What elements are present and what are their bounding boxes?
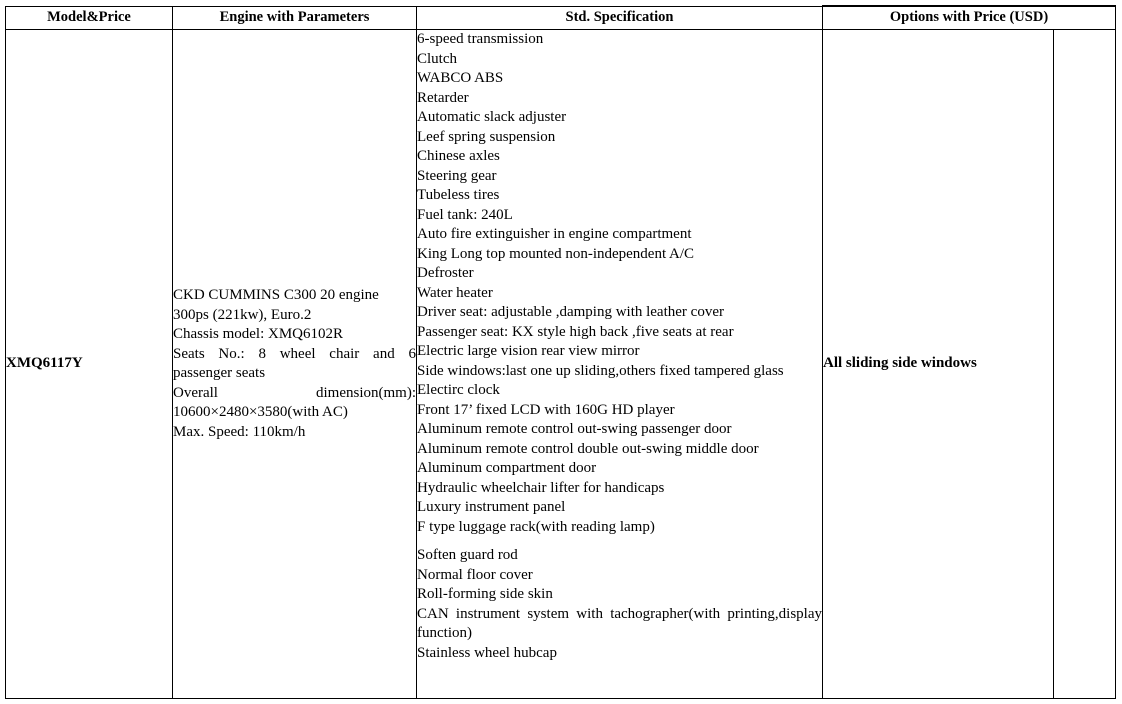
spec-item: Clutch [417, 50, 457, 67]
engine-line: Overall dimension(mm): 10600×2480×3580(with AC) [173, 384, 416, 420]
spec-item: Front 17’ fixed LCD with 160G HD player [417, 401, 675, 418]
engine-line: CKD CUMMINS C300 20 engine [173, 287, 379, 303]
model-cell: XMQ6117Y [6, 30, 173, 699]
spec-item: Leef spring suspension [417, 128, 556, 145]
spec-item: Passenger seat: KX style high back ,five seats at rear [417, 323, 734, 340]
spec-item: Water heater [417, 284, 493, 301]
spec-cell [417, 30, 823, 699]
spec-item: Hydraulic wheelchair lifter for handicaps [417, 479, 665, 496]
options-cell: All sliding side windows [823, 30, 1054, 699]
header-model-price: Model&Price [6, 6, 173, 30]
header-engine: Engine with Parameters [173, 6, 417, 30]
header-row [6, 6, 1116, 30]
spec-item: Auto fire extinguisher in engine compartment [417, 226, 692, 242]
spec-item: WABCO ABS [417, 70, 504, 86]
spec-item: Stainless wheel hubcap [417, 644, 557, 661]
spec-item: Electirc clock [417, 382, 500, 398]
spec-item: CAN instrument system with tachographer(with printing,display function) [417, 605, 822, 641]
spec-item: Soften guard rod [417, 547, 518, 563]
spec-item: 6-speed transmission [417, 31, 544, 47]
header-options: Options with Price (USD) [823, 6, 1116, 30]
spec-item: F type luggage rack(with reading lamp) [417, 518, 655, 535]
header-spec: Std. Specification [417, 6, 823, 30]
spec-item: Aluminum compartment door [417, 460, 597, 476]
spec-item: Normal floor cover [417, 566, 533, 583]
spec-item: Steering gear [417, 167, 497, 184]
option-price-cell [1054, 30, 1116, 699]
engine-line: Seats No.: 8 wheel chair and 6 passenger seats [173, 345, 416, 381]
spec-sheet [5, 5, 1115, 699]
engine-line: 300ps (221kw), Euro.2 [173, 306, 312, 323]
spec-item: Driver seat: adjustable ,damping with leather cover [417, 304, 724, 320]
spec-table [5, 5, 1116, 699]
spec-item: Tubeless tires [417, 187, 500, 203]
spec-item: Chinese axles [417, 148, 500, 164]
spec-item: Side windows:last one up sliding,others fixed tampered glass [417, 362, 784, 379]
spec-item: Defroster [417, 265, 474, 281]
spec-item: King Long top mounted non-independent A/C [417, 245, 695, 262]
engine-cell [173, 30, 417, 699]
spec-item: Roll-forming side skin [417, 586, 553, 602]
spec-item: Aluminum remote control out-swing passenger door [417, 421, 732, 437]
spec-item: Luxury instrument panel [417, 499, 566, 515]
engine-line: Max. Speed: 110km/h [173, 423, 306, 440]
table-row [6, 30, 1116, 699]
spec-item: Retarder [417, 89, 469, 106]
engine-line: Chassis model: XMQ6102R [173, 326, 344, 342]
spec-item: Fuel tank: 240L [417, 206, 513, 223]
spec-item: Automatic slack adjuster [417, 109, 567, 125]
spec-item: Aluminum remote control double out-swing middle door [417, 440, 759, 457]
spec-item: Electric large vision rear view mirror [417, 343, 640, 359]
